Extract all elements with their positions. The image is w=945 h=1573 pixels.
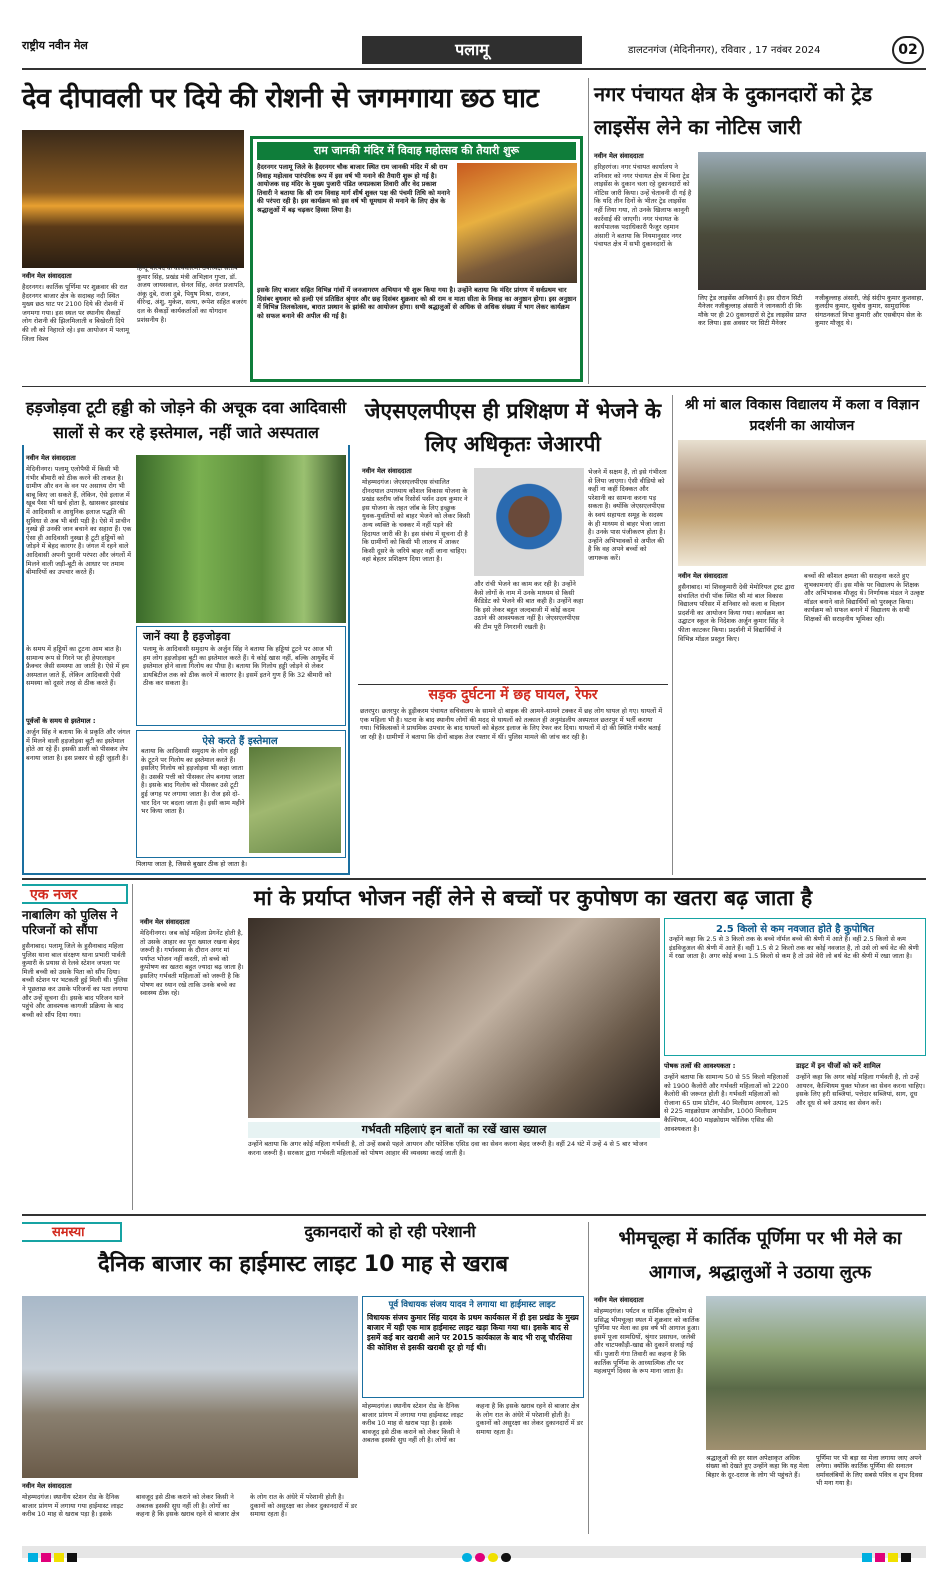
article-text: मोहम्मदगंज। स्थानीय स्टेशन रोड के दैनिक बाजार प्रांगण में लगाया गया हाईमास्ट लाइट करीब 10 माह से खराब पड़ा है। इसके बावजूद इसे ठीक कराने को लेकर किसी ने अबतक इसकी सुध नहीं ली है। लोगों का कहना है कि इसके खराब रहने से बाजार क्षेत्र के लोग रात के अंधेरे में परेशानी होती है। दुकानों को असुरक्षा का लेकर दुकानदारों में डर समाया रहता है।: [22, 1493, 357, 1519]
article-text: मोहम्मदगंज। स्थानीय स्टेशन रोड के दैनिक बाजार प्रांगण में लगाया गया हाईमास्ट लाइट करीब 10 माह से खराब पड़ा है। इसके बावजूद इसे ठीक कराने को लेकर किसी ने अबतक इसकी सुध नहीं ली है। लोगों का कहना है कि इसके खराब रहने से बाजार क्षेत्र के लोग रात के अंधेरे में परेशानी होती है। दुकानों को असुरक्षा का लेकर दुकानदारों में डर समाया रहता है।: [362, 1402, 583, 1445]
market-highmast-photo: [22, 1296, 358, 1478]
article-text: हैदरनगर। कार्तिक पूर्णिमा पर शुक्रवार की रात हैदरनगर बाजार क्षेत्र के सदाबह नदी स्थित मुख्य छठ घाट पर 2100 दिये की रोशनी में जगमगा गया। इस स्थल पर स्थानीय सैकड़ों लोग रोशनी की झिलमिलाती व बिखेरती दिये की लौ को निहारते रहे। इस आयोजन में पलामू जिला विश्व: [22, 283, 130, 343]
masthead: [22, 36, 926, 66]
ghat-diyas-photo: [22, 130, 244, 268]
former-mla-box: [362, 1296, 584, 1398]
headline-minor: नाबालिग को पुलिस ने परिजनों को सौंपा: [22, 908, 118, 937]
headline-trade-license: नगर पंचायत क्षेत्र के दुकानदारों को ट्रेड लाइसेंस लेने का नोटिस जारी: [594, 82, 873, 139]
subhead: डाइट में इन चीजों को करें शामिल: [796, 1062, 881, 1070]
section-rule: [22, 386, 926, 387]
accident-article: [358, 684, 668, 874]
byline: नवीन मेल संवाददाता: [678, 572, 728, 580]
article-text: और रांची भेजने का काम कर रही है। उन्होंने कैसे लोगों के नाम में उनके माध्यम से किसी कैंडिडेट को भेजने की बात कही है। उन्होंने कहा कि इसे लेकर बहुत जल्दबाजी में कोई कदम उठाने की आवश्यकता नहीं है। जेएसएलपीएस की टीम पूरी निगरानी रखती है।: [474, 580, 584, 631]
article-text: के समय में हड्डियों का टूटना आम बात है। सामान्य रूप से गिरने पर ही हेयरलाइन फ्रैक्चर जैसी समस्या आ जाती है। ऐसे में हम अस्पताल जाते हैं, लेकिन आदिवासी ऐसी समस्या को दूसरे तरह से ठीक करते हैं।: [26, 645, 129, 688]
byline: नवीन मेल संवाददाता: [594, 152, 644, 160]
jrp-portrait-photo: [474, 468, 584, 576]
kicker: दुकानदारों को हो रही परेशानी: [304, 1222, 476, 1241]
article-text: हैदरनगर पलामू जिले के हैदरनगर चौक बाजार स्थित राम जानकी मंदिर में श्री राम विवाह महोत्सव पारंपरिक रूप में इस वर्ष भी मनाने की तैयारी शुरू हो गई है। आयोजक सह मंदिर के मुख्य पुजारी पंडित जयप्रकाश तिवारी और वेद प्रकाश तिवारी ने बताया कि श्री राम विवाह मार्ग शीर्ष शुक्ल पक्ष की पंचमी तिथि को मनाने की परंपरा रही है। इस कार्यक्रम को इस वर्ष भी धूमधाम से मनाने के लिए क्षेत्र के श्रद्धालुओं में बढ़ चढ़कर हिस्सा लिया है।: [257, 163, 450, 214]
tag-label: समस्या: [52, 1225, 85, 1240]
article-text: उन्होंने बताया कि अगर कोई महिला गर्भवती है, तो उन्हें सबसे पहले आयरन और फोलिक एसिड दवा का सेवन करना बेहद जरूरी है। वहीं 24 घंटे में उन्हें 4 से 5 बार भोजन करना जरूरी है। सरकार द्वारा गर्भवती महिलाओं को पोषण आहार की व्यवस्था कराई जाती है।: [248, 1140, 648, 1157]
article-text: मोहम्मदगंज। पर्यटन व धार्मिक दृष्टिकोण से प्रसिद्ध भीमचूल्हा स्थल में शुक्रवार को कार्तिक पूर्णिमा पर मेला का इस वर्ष भी आगाज हुआ। इसमें पूजा सामग्रियों, श्रृंगार प्रसाधन, जलेबी और चाटपकौड़ी-खाद्य की दुकानें सजाई गई थीं। पुजारी गंगा तिवारी का कहना है कि कार्तिक पूर्णिमा के आध्यात्मिक तौर पर महत्वपूर्ण दिवस के रूप माना जाता है।: [594, 1307, 700, 1376]
article-text: हिन्दू परिषद के कार्यकारणी उपाध्यक्ष संतोष कुमार सिंह, प्रखंड मंत्री अभिज्ञान गुप्ता, डॉ. अजय जायसवाल, सेनल सिंह, अनंत प्रजापति, अंकू दुबे, राजा दुबे, पियुष मिश्रा, राजन, वीरेन्द्र, अंशु, मुकेश, सत्या, रूपेश सहित बजरंग दल के सैकड़ों कार्यकर्ताओं का योगदान प्रशंसनीय है।: [137, 264, 247, 324]
article-text: हुसैनाबाद। पलामू जिले के हुसैनाबाद महिला पुलिस थाना बाल संरक्षण थाना प्रभारी पार्वती कुमारी के प्रयास से रेलवे स्टेशन जपला पर मिली बच्ची को उसके पिता को सौंप दिया। बच्ची स्टेशन पर भटकती हुई मिली थी। पुलिस ने पूछताछ कर उसके परिजनों का पता लगाया और उन्हें सूचना दी। इसके बाद परिजन थाने पहुंचे और आवश्यक कागजी प्रक्रिया के बाद बच्ची को सौंप दिया गया।: [22, 942, 128, 1019]
article-text: उन्होंने बताया कि सामान्य 50 से 55 किलो महिलाओं को 1900 कैलोरी और गर्भवती महिलाओं को 2200 कैलोरी की जरूरत होती है। गर्भवती महिलाओं को रोजाना 65 ग्राम प्रोटीन, 40 मिलीग्राम आयरन, 125 से 225 माइक्रोग्राम आयोडीन, 1000 मिलीग्राम कैल्शियम, 400 माइक्रोग्राम फोलिक एसिड की आवश्यकता है।: [664, 1073, 789, 1133]
print-registration-strip: [22, 1546, 926, 1558]
article-text: मेदिनीनगर। पलामू एलोपैथी में किसी भी गंभीर बीमारी को ठीक करने की ताकत है। ग्रामीण और वन के वन पर असाध्य रोग भी बाबू किए जा सकते हैं, लेकिन, ऐसे इलाज में खूब पैसा भी खर्च होता है, खासकर झारखंड में आदिवासी व आधुनिक इलाज पद्धति की सुविधा से अब भी बंधी पड़ी है। ऐसे में प्राचीन नुस्खे ही उनकी जान बचाने का सहारा हैं। एक ऐसा ही आदिवासी नुस्खा है टूटी हड्डियों को जोड़ने में बेहद कारगर है। जंगल में रहने वाले आदिवासी अपनी पुरानी परंपरा और जंगलों में मिलने वाली जड़ी-बूटी के आधार पर तमाम बीमारियों का उपचार करते हैं।: [26, 465, 132, 577]
box-title: ऐसे करते हैं इस्तेमाल: [202, 736, 278, 747]
box-text: बताया कि आदिवासी समुदाय के लोग हड्डी के टूटने पर गिलोय का इस्तेमाल करते हैं। इसलिए गिलोय को हड़जोड़वा भी कहा जाता है। उसकी पत्ती को पीसकर लेप बनाया जाता है। इसके बाद गिलोय को पीसकर उसे टूटी हुई जगह पर लगाया जाता है। रोज इसे दो-चार दिन पर बदला जाता है। इसी काम महीने भर किया जाता है।: [141, 747, 245, 816]
byline: नवीन मेल संवाददाता: [594, 1296, 644, 1304]
herb-closeup-photo: [249, 747, 341, 853]
article-text: अर्जुन सिंह ने बताया कि वे प्रकृति और जंगल में मिलने वाली हड़जोड़वा बूटी का इस्तेमाल होते आ रहे हैं। इसकी डाली को पीसकर लेप बनाया जाता है। इस प्रकार से हड्डी जुड़ती है।: [26, 728, 131, 762]
box-title: पूर्व विधायक संजय यादव ने लगाया था हाईमास्ट लाइट: [388, 1300, 556, 1310]
section-label: पलामू: [362, 36, 582, 64]
low-birth-weight-box: [664, 918, 926, 1056]
dateline: डालटनगंज (मेदिनीनगर), रविवार , 17 नवंबर 2024: [628, 45, 821, 56]
box-title: जानें क्या है हड़जोड़वा: [143, 630, 231, 643]
article-text: उन्होंने कहा कि अगर कोई महिला गर्भवती है, तो उन्हें आयरन, कैल्शियम युक्त भोजन का सेवन करना चाहिए। इसके लिए हरी सब्जियां, पत्तेदार सब्जियां, साग, दूध और दूध से बने उत्पाद का सेवन करें।: [796, 1073, 925, 1107]
photo-caption: श्रद्धालुओं की हर साल अपेक्षाकृत अधिक संख्या को देखते हुए उन्होंने कहा कि यह मेला बिहार के दूर-दराज के लोग भी पहुंचते हैं।: [706, 1454, 809, 1479]
paper-name: राष्ट्रीय नवीन मेल: [22, 39, 88, 52]
column-divider: [588, 78, 589, 384]
page-number: 02: [892, 36, 924, 64]
article-text: मोहम्मदगंज। जेएसएलपीएस संचालित दीनदयाल उपाध्याय कौशल विकास योजना के प्रखंड स्तरीय जॉब रिसोर्स पर्सन उदय कुमार ने इस योजना के तहत जॉब के लिए इच्छुक युवक-युवतियों को बाहर भेजने को लेकर किसी अन्य व्यक्ति के चक्कर में नहीं पड़ने की हिदायत जारी की है। इस संबंध में सूचना दी है कि ग्रामीणों को किसी भी लालच में आकर किसी दूसरे के जरिये बाहर नहीं जाना चाहिए। वहां बेहतर प्रशिक्षण दिया जाता है।: [362, 478, 470, 564]
headline-exhibition: श्री मां बाल विकास विद्यालय में कला व विज्ञान प्रदर्शनी का आयोजन: [684, 397, 920, 434]
pregnant-women-section: [248, 1122, 660, 1210]
article-text: हुसैनाबाद। मां शिवकुमारी देवी मेमोरियल ट्रस्ट द्वारा संचालित रांची पॉक स्थित श्री मां बाल विकास विद्यालय परिसर में शनिवार को कला व विज्ञान प्रदर्शनी का आयोजन किया गया। कार्यक्रम का उद्घाटन स्कूल के निदेशक अर्जुन कुमार सिंह ने फीता काटकर किया। प्रदर्शनी में विद्यार्थियों ने विभिन्न मॉडल प्रस्तुत किए।: [678, 583, 795, 643]
byline: नवीन मेल संवाददाता: [26, 454, 76, 462]
box-text: विधायक संजय कुमार सिंह यादव के प्रथम कार्यकाल में ही इस प्रखंड के मुख्य बाजार में यही एक मात्र हाईमास्ट लाइट खड़ा किया गया था। इसके बाद से इसमें कई बार खराबी आने पर 2015 कार्यकाल के बाद भी राजू चौरसिया की कोशिश से इसकी खराबी दूर हो गई थी।: [367, 1313, 579, 1352]
headline-dev-deepawali: देव दीपावली पर दिये की रोशनी से जगमगाया छठ घाट: [22, 83, 539, 114]
subhead: पूर्वजों के समय से इस्तेमाल :: [26, 717, 96, 725]
how-to-use-box: [136, 730, 346, 858]
officials-photo: [698, 152, 926, 290]
article-text: छतरपुर। छतरपुर के डूड़ीकरम पंचायत सचिवालय के सामने दो बाइक की आमने-सामने टक्कर में छह लोग घायल हो गए। घायलों में एक महिला भी है। घटना के बाद स्थानीय लोगों की मदद से घायलों को तत्काल ही अनुमंडलीय अस्पताल छतरपुर में भर्ती कराया गया। चिकित्सकों ने प्राथमिक उपचार के बाद घायलों को बेहतर इलाज के लिए रेफर कर दिया। घायलों में दो की स्थिति गंभीर बताई जा रही है। ग्रामीणों ने बताया कि दोनों बाइक तेज रफ्तार में थीं। पुलिस मामले की जांच कर रही है।: [360, 707, 663, 741]
article-text: भेजने में सक्षम है, तो इसे गंभीरता से लिया जाएगा। ऐसी वीडियो को कहीं ना कहीं दिक्कत और परेशानी का सामना करना पड़ सकता है। क्योंकि जेएसएलपीएस के स्वयं सहायता समूह के सदस्य के ही माध्यम से बाहर भेजा जाता है। उनके पास पंजीकरण होता है। उन्होंने अभिभावकों से अपील की है कि वह अपने बच्चों को जागरूक करें।: [588, 468, 667, 562]
box-title: 2.5 किलो से कम नवजात होते है कुपोषित: [716, 924, 874, 935]
headline-accident: सड़क दुर्घटना में छह घायल, रेफर: [428, 687, 598, 703]
masthead-rule: [22, 68, 926, 70]
registration-mark-icon: [462, 1547, 514, 1566]
section-rule: [22, 878, 926, 880]
byline: नवीन मेल संवाददाता: [140, 918, 190, 926]
ek-nazar-tag: [22, 884, 128, 904]
byline: नवीन मेल संवाददाता: [362, 467, 412, 475]
headline-highmast: दैनिक बाजार का हाईमास्ट लाइट 10 माह से खराब: [97, 1252, 509, 1277]
what-is-harjodwa-box: [136, 626, 346, 726]
fair-crowd-photo: [706, 1296, 926, 1450]
registration-mark-icon: [28, 1547, 80, 1566]
samasya-tag: [22, 1222, 122, 1242]
column-divider: [132, 884, 133, 1210]
article-text: बच्चों की कौशल क्षमता की सराहना करते हुए शुभकामनाएं दीं। इस मौके पर विद्यालय के शिक्षक और अभिभावक मौजूद थे। निर्णायक मंडल ने उत्कृष्ट मॉडल बनाने वाले विद्यार्थियों को पुरस्कृत किया। कार्यक्रम को सफल बनाने में विद्यालय के सभी शिक्षकों की सराहनीय भूमिका रही।: [804, 572, 925, 623]
column-divider: [672, 395, 673, 875]
subhead: पोषक तत्वों की आवश्यकता :: [664, 1062, 736, 1070]
photo-caption: पिलाया जाता है, जिससे बुखार ठीक हो जाता है।: [136, 860, 248, 868]
headline-nutrition: मां के प्रर्याप्त भोजन नहीं लेने से बच्चों पर कुपोषण का खतरा बढ़ जाता है: [253, 886, 813, 910]
section-rule: [22, 1214, 926, 1216]
byline: नवीन मेल संवाददाता: [22, 272, 72, 280]
tag-label: एक नजर: [30, 887, 78, 903]
box-text: उन्होंने कहा कि 2.5 से 3 किलो तक के बच्चे नॉर्मल बच्चे की श्रेणी में आते हैं। वहीं 2.5 किलो से कम इंडविजुअल की श्रेणी में आते हैं। वहीं 1.5 से 2 किलो तक का कोई नवजात है, तो उसे लो बर्थ वेट की श्रेणी में रखा जाता है। अगर कोई बच्चा 1.5 किलो से कम है तो उसे वेरी लो बर्थ वेट की श्रेणी में रखा जाता है।: [669, 935, 919, 961]
headline-harjodwa: हड़जोड़वा टूटी हड्डी को जोड़ने की अचूक दवा आदिवासी सालों से कर रहे इस्तेमाल, नहीं जाते अस्पताल: [22, 395, 350, 445]
subhead: गर्भवती महिलाएं इन बातों का रखें खास ख्याल: [248, 1122, 660, 1138]
headline-jslps: जेएसएलपीएस ही प्रशिक्षण में भेजने के लिए अधिकृतः जेआरपी: [364, 399, 662, 456]
giloy-plant-photo: [136, 455, 346, 623]
registration-mark-icon: [862, 1547, 914, 1566]
column-divider: [588, 1222, 589, 1534]
article-text: मेदिनीनगर। जब कोई महिला प्रेगनेंट होती है, तो उसके आहार का पूरा ख्याल रखना बेहद जरूरी है। गर्भावस्था के दौरान अगर मां पर्याप्त भोजन नहीं करती, तो बच्चे को कुपोषण का खतरा बहुत ज्यादा बढ़ जाता है। इसलिए गर्भवती महिलाओं को जरूरी है कि पोषण का ध्यान रखे ताकि उनके बच्चे का स्वास्थ्य ठीक रहे।: [140, 929, 244, 998]
article-text: हरिहरगंज। नगर पंचायत कार्यालय ने शनिवार को नगर पंचायत क्षेत्र में बिना ट्रेड लाइसेंस के दुकान चला रहे दुकानदारों को नोटिस जारी किया। उन्हें चेतावनी दी गई है कि यदि तीन दिनों के भीतर ट्रेड लाइसेंस नहीं लिया गया, तो उनके खिलाफ कानूनी कार्रवाई की जाएगी। नगर पंचायत के कार्यपालक पदाधिकारी फैजुर रहमान अंसारी ने बताया कि नियमानुसार नगर पंचायत क्षेत्र में सभी दुकानदारों के: [594, 163, 692, 249]
child-eating-photo: [248, 918, 660, 1118]
headline-bhimchulha: भीमचूल्हा में कार्तिक पूर्णिमा पर भी मेले का आगाज, श्रद्धालुओं ने उठाया लुत्फ: [618, 1228, 902, 1283]
byline: नवीन मेल संवाददाता: [22, 1482, 72, 1490]
exhibition-photo: [678, 440, 926, 566]
box-text: पलामू के आदिवासी समुदाय के अर्जुन सिंह ने बताया कि हड्डियां टूटने पर आज भी हम लोग हड़जोड़वा बूटी का इस्तेमाल करते हैं। ये कोई खास नहीं, बल्कि आयुर्वेद में इस्तेमाल होने वाला गिलोय का पौधा है। बताया कि गिलोय हड्डी जोड़ने से लेकर डायबिटीज तक को ठीक करने में कारगर है। इसमें इतने गुण हैं कि 32 बीमारी को ठीक कर सकता है।: [143, 645, 334, 688]
photo-caption: नजीबुल्लाह अंसारी, जेई संदीप कुमार कुशवाहा, कुलदीप कुमार, सुबोध कुमार, सामुदायिक संगठनकर्ता विभा कुमारी और एसबीएम सेल के कुमार मौजूद थे।: [815, 294, 924, 328]
photo-caption: लिए ट्रेड लाइसेंस अनिवार्य है। इस दौरान सिटी मैनेजर नजीबुल्लाह अंसारी ने जानकारी दी कि मौके पर ही 20 दुकानदारों से ट्रेड लाइसेंस प्राप्त कर लिया। इस अवसर पर सिटी मैनेजर: [698, 294, 807, 328]
photo-caption: पूर्णिमा पर भी बड़ा सा मेला लगाया जाए अपने लगेगा। क्योंकि कार्तिक पूर्णिमा की सनातन धर्मावलंबियों के लिए सबसे पवित्र व शुभ दिवस भी मना गया है।: [816, 1454, 923, 1488]
box-title: राम जानकी मंदिर में विवाह महोत्सव की तैयारी शुरू: [257, 142, 576, 160]
ram-janki-box: [250, 136, 583, 382]
priests-photo: [457, 163, 577, 283]
article-text: इसके लिए बाजार सहित विभिन्न गांवों में जनजागरण अभियान भी शुरू किया गया है। उन्होंने बताया कि मंदिर प्रांगण में सर्वप्रथम चार दिसंबर बुधवार को हल्दी एवं प्रतिष्ठित श्रृंगार और छह दिसंबर शुक्रवार को श्री राम व माता सीता के विवाह का अनुष्ठान होगा। इस अनुष्ठान में विभिन्न तिलकोत्सव, बारात प्रस्थान के झांकी का आयोजन होगा। सभी श्रद्धालुओं से अधिक से अधिक संख्या में भाग लेकर कार्यक्रम को सफल बनाने की अपील की गई है।: [257, 286, 577, 320]
